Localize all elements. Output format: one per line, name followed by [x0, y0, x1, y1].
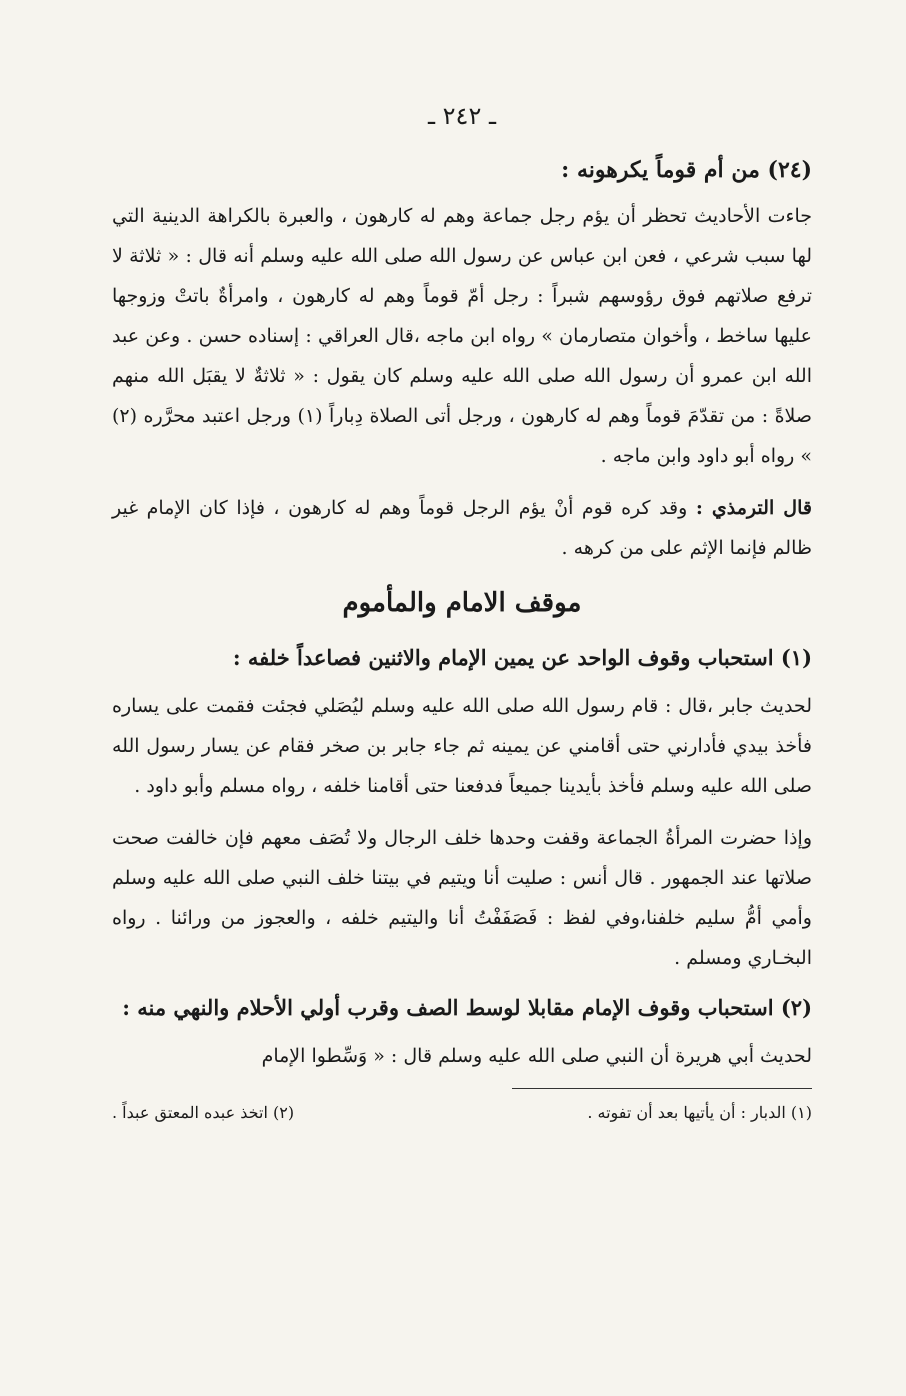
subsection-2-heading: (٢) استحباب وقوف الإمام مقابلا لوسط الصف وقرب أولي الأحلام والنهي منه :	[122, 995, 812, 1020]
page-number: ـ ٢٤٢ ـ	[427, 102, 496, 130]
subsection-1-paragraph-1: لحديث جابر ،قال : قام رسول الله صلى الله عليه وسلم ليُصَلي فجئت فقمت على يساره فأخذ بيدي فأدارني حتى أقامني عن يمينه ثم جاء جابر بن صخر فقام عن يسار رسول الله صلى الله عليه وسلم فأخذ بأيدينا جميعاً فدفعنا حتى أقامنا خلفه ، رواه مسلم وأبو داود .	[112, 695, 812, 797]
footnote-divider	[512, 1088, 812, 1089]
section-24	[112, 152, 812, 568]
subsection-1-heading: (١) استحباب وقوف الواحد عن يمين الإمام والاثنين فصاعداً خلفه :	[232, 645, 812, 670]
book-page	[112, 96, 812, 1127]
footnote-2: (٢) اتخذ عبده المعتق عبداً .	[112, 1103, 295, 1122]
footnotes	[112, 1099, 812, 1127]
subsection-1	[112, 640, 812, 978]
section-24-heading: (٢٤) من أم قوماً يكرهونه :	[561, 157, 812, 183]
tirmidhi-text: وقد كره قوم أنْ يؤم الرجل قوماً وهم له كارهون ، فإذا كان الإمام غير ظالم فإنما الإثم على من كرهه .	[112, 497, 812, 559]
section-title: موقف الامام والمأموم	[342, 588, 582, 618]
footnote-1: (١) الدبار : أن يأتيها بعد أن تفوته .	[587, 1103, 812, 1122]
subsection-1-paragraph-2: وإذا حضرت المرأةُ الجماعة وقفت وحدها خلف الرجال ولا تُصَف معهم فإن خالفت صحت صلاتها عند الجمهور . قال أنس : صليت أنا ويتيم في بيتنا خلف النبي صلى الله عليه وسلم وأمي أمُّ سليم خلفنا،وفي لفظ : فَصَفَفْتُ أنا واليتيم خلفه ، والعجوز من ورائنا . رواه البخـاري ومسلم .	[112, 827, 812, 969]
tirmidhi-lead: قال الترمذي :	[695, 497, 812, 519]
section-24-paragraph-1: جاءت الأحاديث تحظر أن يؤم رجل جماعة وهم له كارهون ، والعبرة بالكراهة الدينية التي لها سبب شرعي ، فعن ابن عباس عن رسول الله صلى الله عليه وسلم أنه قال : « ثلاثة لا ترفع صلاتهم فوق رؤوسهم شبراً : رجل أمّ قوماً وهم له كارهون ، وامرأةٌ باتتْ وزوجها عليها ساخط ، وأخوان متصارمان » رواه ابن ماجه ،قال العراقي : إسناده حسن . وعن عبد الله ابن عمرو أن رسول الله صلى الله عليه وسلم كان يقول : « ثلاثةٌ لا يقبَل الله منهم صلاةً : من تقدّمَ قوماً وهم له كارهون ، ورجل أتى الصلاة دِباراً (١) ورجل اعتبد محرَّره (٢) » رواه أبو داود وابن ماجه .	[112, 205, 812, 467]
subsection-2	[112, 990, 812, 1076]
section-24-paragraph-2	[112, 488, 812, 568]
subsection-2-paragraph-1: لحديث أبي هريرة أن النبي صلى الله عليه وسلم قال : « وَسِّطوا الإمام	[261, 1045, 812, 1067]
